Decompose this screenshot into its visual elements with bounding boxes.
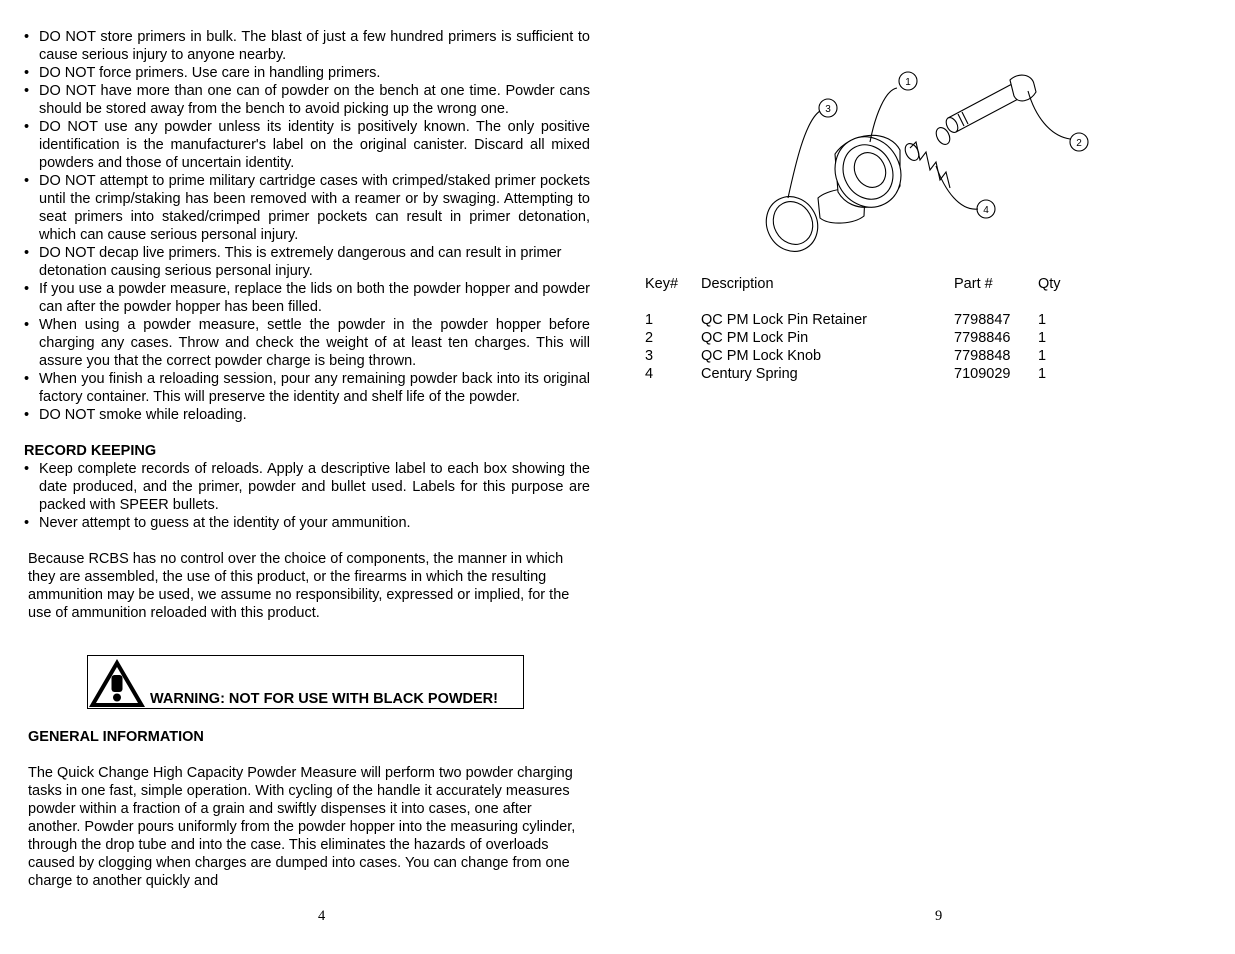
record-keeping-heading: RECORD KEEPING	[24, 443, 157, 459]
list-item: • DO NOT have more than one can of powder on the bench at one time. Powder cans should be stored away from the bench to avoid picking up the wrong one.	[24, 82, 590, 118]
disclaimer-paragraph: Because RCBS has no control over the choice of components, the manner in which they are assembled, the use of this product, or the firearms in which the resulting ammunition may be used, we assume no responsibility, expressed or implied, for the use of ammunition reloaded with this product.	[28, 551, 570, 621]
cell-part-number: 7798848	[954, 348, 1011, 364]
cell-key: 2	[645, 330, 654, 346]
callout-label: 3	[825, 104, 831, 115]
cell-part-number: 7109029	[954, 366, 1011, 382]
exploded-parts-diagram	[760, 66, 1100, 261]
cell-description: QC PM Lock Pin Retainer	[701, 312, 868, 328]
callout-label: 2	[1076, 138, 1082, 149]
page-number-right: 9	[935, 908, 943, 924]
list-item: • When you finish a reloading session, pour any remaining powder back into its original factory container. This will preserve the identity and shelf life of the powder.	[24, 370, 590, 406]
list-item: • DO NOT decap live primers. This is extremely dangerous and can result in primer detonation causing serious personal injury.	[24, 244, 569, 280]
general-information-heading: GENERAL INFORMATION	[28, 729, 204, 745]
header-part-number: Part #	[954, 276, 993, 292]
cell-key: 1	[645, 312, 654, 328]
warning-text: WARNING: NOT FOR USE WITH BLACK POWDER!	[150, 691, 498, 707]
record-keeping-list	[24, 460, 590, 532]
cell-qty: 1	[1038, 312, 1047, 328]
header-description: Description	[701, 276, 774, 292]
cell-description: QC PM Lock Knob	[701, 348, 822, 364]
cell-qty: 1	[1038, 348, 1047, 364]
cell-key: 3	[645, 348, 654, 364]
warning-box	[87, 655, 524, 709]
cell-part-number: 7798846	[954, 330, 1011, 346]
general-information-section	[28, 728, 588, 890]
callout-label: 1	[905, 77, 911, 88]
left-page-column	[24, 28, 590, 622]
cell-part-number: 7798847	[954, 312, 1011, 328]
list-item: • When using a powder measure, settle the powder in the powder hopper before charging any cases. Throw and check the weight of at least ten charges. This will assure you that the correct powder charge is being thrown.	[24, 316, 590, 370]
cell-key: 4	[645, 366, 654, 382]
cell-qty: 1	[1038, 330, 1047, 346]
warning-triangle-icon	[89, 657, 147, 709]
list-item: • DO NOT attempt to prime military cartridge cases with crimped/staked primer pockets until the crimp/staking has been removed with a reamer or by swaging. Attempting to seat primers into staked/crimped primer pockets can result in primer detonation, which can cause serious personal injury.	[24, 172, 590, 244]
list-item: • DO NOT force primers. Use care in handling primers.	[24, 64, 590, 82]
page-number-left: 4	[318, 908, 326, 924]
list-item: • Keep complete records of reloads. Apply a descriptive label to each box showing the date produced, and the primer, powder and bullet used. Labels for this purpose are packed with SPEER bullets.	[24, 460, 590, 514]
safety-bullet-list	[24, 28, 590, 424]
list-item: • DO NOT use any powder unless its identity is positively known. The only positive identification is the manufacturer's label on the original canister. Discard all mixed powders and those of uncertain identity.	[24, 118, 590, 172]
list-item: • DO NOT smoke while reloading.	[24, 406, 590, 424]
header-key: Key#	[645, 276, 679, 292]
cell-description: Century Spring	[701, 366, 798, 382]
list-item: • DO NOT store primers in bulk. The blast of just a few hundred primers is sufficient to cause serious injury to anyone nearby.	[24, 28, 590, 64]
callout-label: 4	[983, 205, 989, 216]
list-item: • If you use a powder measure, replace the lids on both the powder hopper and powder can after the powder hopper has been filled.	[24, 280, 590, 316]
cell-description: QC PM Lock Pin	[701, 330, 809, 346]
header-qty: Qty	[1038, 276, 1061, 292]
list-item: • Never attempt to guess at the identity of your ammunition.	[24, 514, 590, 532]
general-information-text: The Quick Change High Capacity Powder Measure will perform two powder charging tasks in one fast, simple operation. With cycling of the handle it accurately measures powder within a fraction of a grain and swiftly dispenses it into cases, one after another. Powder pours uniformly from the powder hopper into the measuring cylinder, through the drop tube and into the case. This eliminates the hazards of overloads caused by clogging when charges are dumped into cases. You can change from one charge to another quickly and	[28, 765, 576, 889]
cell-qty: 1	[1038, 366, 1047, 382]
